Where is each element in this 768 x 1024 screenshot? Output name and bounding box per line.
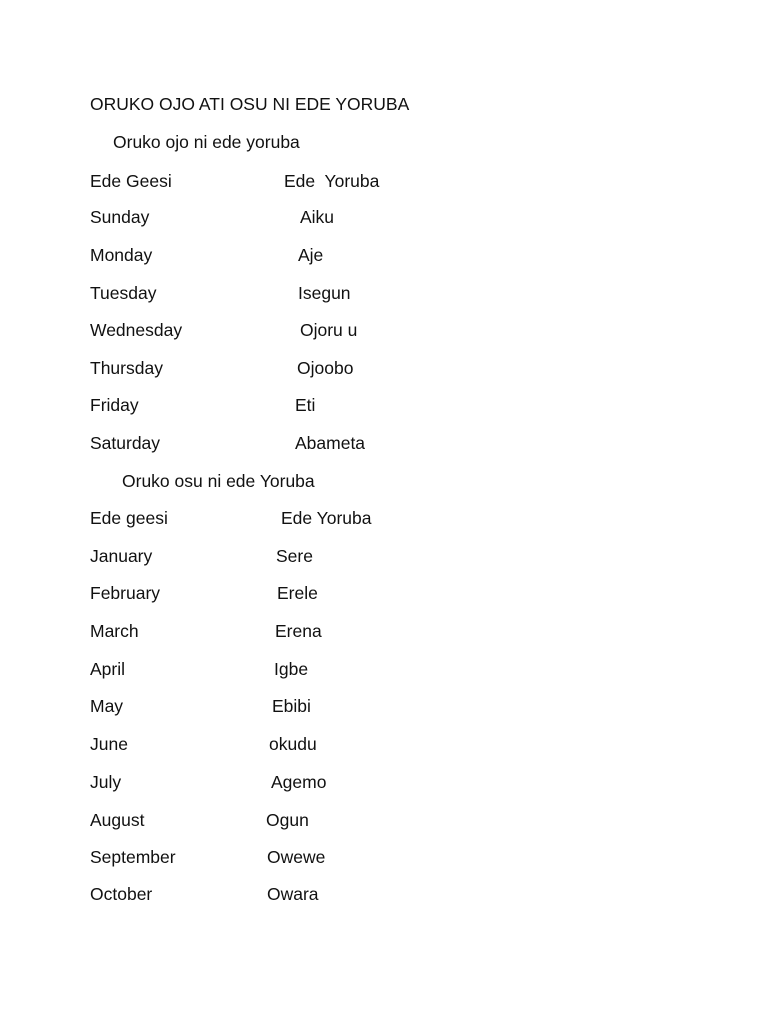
day-english: Tuesday bbox=[90, 283, 157, 303]
month-english: March bbox=[90, 621, 139, 641]
months-section-heading: Oruko osu ni ede Yoruba bbox=[122, 471, 315, 491]
month-yoruba: Sere bbox=[276, 546, 313, 566]
document-title: ORUKO OJO ATI OSU NI EDE YORUBA bbox=[90, 94, 410, 114]
days-section-heading: Oruko ojo ni ede yoruba bbox=[113, 132, 300, 152]
day-yoruba: Abameta bbox=[295, 433, 366, 453]
day-yoruba: Aiku bbox=[300, 207, 335, 227]
months-header-english: Ede geesi bbox=[90, 508, 168, 528]
day-english: Wednesday bbox=[90, 320, 183, 340]
month-yoruba: Agemo bbox=[271, 772, 327, 792]
month-english: October bbox=[90, 884, 153, 904]
day-english: Friday bbox=[90, 395, 139, 415]
days-header-yoruba: Ede Yoruba bbox=[284, 171, 380, 191]
month-english: July bbox=[90, 772, 122, 792]
month-english: January bbox=[90, 546, 153, 566]
months-header-yoruba: Ede Yoruba bbox=[281, 508, 372, 528]
day-english: Monday bbox=[90, 245, 153, 265]
day-yoruba: Ojoobo bbox=[297, 358, 354, 378]
month-english: February bbox=[90, 583, 161, 603]
day-yoruba: Eti bbox=[295, 395, 316, 415]
month-yoruba: okudu bbox=[269, 734, 317, 754]
month-yoruba: Owara bbox=[267, 884, 319, 904]
day-english: Thursday bbox=[90, 358, 163, 378]
month-yoruba: Ogun bbox=[266, 810, 309, 830]
month-english: August bbox=[90, 810, 145, 830]
day-english: Sunday bbox=[90, 207, 150, 227]
month-yoruba: Owewe bbox=[267, 847, 326, 867]
month-english: September bbox=[90, 847, 176, 867]
month-yoruba: Ebibi bbox=[272, 696, 311, 716]
month-yoruba: Erele bbox=[277, 583, 318, 603]
day-yoruba: Aje bbox=[298, 245, 324, 265]
month-english: June bbox=[90, 734, 128, 754]
day-yoruba: Ojoru u bbox=[300, 320, 358, 340]
month-yoruba: Igbe bbox=[274, 659, 309, 679]
day-english: Saturday bbox=[90, 433, 161, 453]
days-header-english: Ede Geesi bbox=[90, 171, 172, 191]
month-english: April bbox=[90, 659, 126, 679]
month-english: May bbox=[90, 696, 124, 716]
day-yoruba: Isegun bbox=[298, 283, 351, 303]
month-yoruba: Erena bbox=[275, 621, 322, 641]
